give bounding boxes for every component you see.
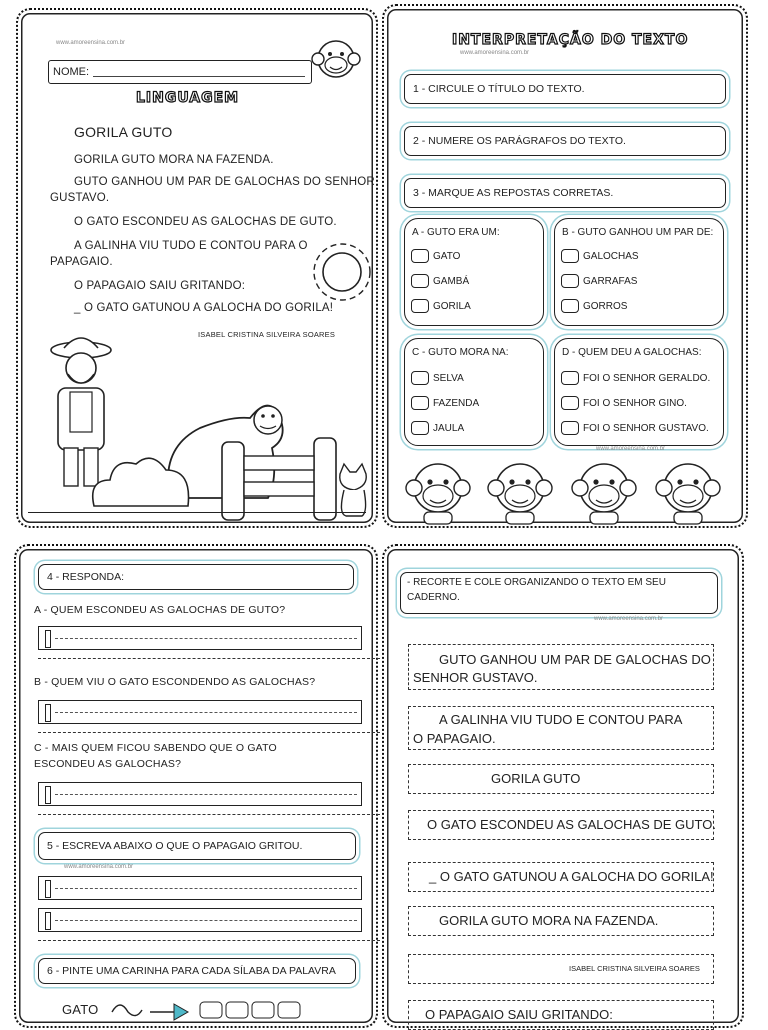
story-line-8: _ O GATO GATUNOU A GALOCHA DO GORILA! bbox=[74, 302, 334, 314]
checkbox[interactable] bbox=[411, 274, 429, 288]
page-heading: LINGUAGEM bbox=[136, 90, 240, 106]
checkbox[interactable] bbox=[411, 371, 429, 385]
name-label: NOME: bbox=[53, 66, 90, 78]
story-line-7: O PAPAGAIO SAIU GRITANDO: bbox=[74, 280, 246, 292]
watermark: www.amoreensina.com.br bbox=[56, 40, 126, 46]
checkbox[interactable] bbox=[411, 396, 429, 410]
option-group-title: A - GUTO ERA UM: bbox=[412, 227, 500, 238]
question-3: 3 - MARQUE AS REPOSTAS CORRETAS. bbox=[404, 178, 726, 208]
cut-strip[interactable]: O GATO ESCONDEU AS GALOCHAS DE GUTO. bbox=[408, 810, 714, 840]
story-line-1: GORILA GUTO MORA NA FAZENDA. bbox=[74, 154, 274, 166]
option-group-d bbox=[554, 338, 724, 446]
checkbox[interactable] bbox=[561, 274, 579, 288]
checkbox[interactable] bbox=[411, 421, 429, 435]
watermark: www.amoreensina.com.br bbox=[64, 864, 134, 870]
cat-illustration bbox=[334, 462, 370, 518]
question-4a: A - QUEM ESCONDEU AS GALOCHAS DE GUTO? bbox=[34, 604, 286, 616]
question-1: 1 - CIRCULE O TÍTULO DO TEXTO. bbox=[404, 74, 726, 104]
question-2: 2 - NUMERE OS PARÁGRAFOS DO TEXTO. bbox=[404, 126, 726, 156]
question-4b: B - QUEM VIU O GATO ESCONDENDO AS GALOCHAS? bbox=[34, 676, 316, 688]
question-4c-line-2: ESCONDEU AS GALOCHAS? bbox=[34, 758, 182, 770]
cut-strip[interactable]: GORILA GUTO bbox=[408, 764, 714, 794]
option-row[interactable]: FOI O SENHOR GINO. bbox=[561, 396, 687, 410]
monkey-face-icon bbox=[310, 36, 362, 82]
panel-story bbox=[16, 8, 378, 528]
panel-interpretation bbox=[382, 4, 748, 528]
monkey-row-illustration bbox=[398, 456, 738, 526]
question-6: 6 - PINTE UMA CARINHA PARA CADA SÍLABA DA PALAVRA bbox=[38, 958, 356, 984]
question-4: 4 - RESPONDA: bbox=[38, 564, 354, 590]
watermark: www.amoreensina.com.br bbox=[594, 616, 664, 622]
option-row[interactable]: GALOCHAS bbox=[561, 249, 639, 263]
answer-line[interactable] bbox=[38, 908, 362, 932]
answer-line[interactable] bbox=[38, 782, 362, 806]
answer-line[interactable] bbox=[38, 876, 362, 900]
checkbox[interactable] bbox=[411, 299, 429, 313]
option-group-title: C - GUTO MORA NA: bbox=[412, 347, 509, 358]
face-icons[interactable] bbox=[198, 1000, 308, 1020]
story-line-3: GUSTAVO. bbox=[50, 192, 110, 204]
sun-icon bbox=[312, 242, 372, 302]
question-5: 5 - ESCREVA ABAIXO O QUE O PAPAGAIO GRITOU. bbox=[38, 832, 356, 860]
option-group-a bbox=[404, 218, 544, 326]
instruction-box bbox=[400, 572, 718, 614]
bush-illustration bbox=[88, 450, 198, 510]
option-group-c bbox=[404, 338, 544, 446]
option-group-title: B - GUTO GANHOU UM PAR DE: bbox=[562, 227, 714, 238]
option-row[interactable]: FOI O SENHOR GUSTAVO. bbox=[561, 421, 709, 435]
checkbox[interactable] bbox=[561, 371, 579, 385]
instruction-line-2: CADERNO. bbox=[407, 592, 460, 603]
cut-strip[interactable]: _ O GATO GATUNOU A GALOCHA DO GORILA! bbox=[408, 862, 714, 892]
option-row[interactable]: GATO bbox=[411, 249, 460, 263]
cat-arrow-icon bbox=[110, 998, 190, 1022]
watermark: www.amoreensina.com.br bbox=[460, 50, 530, 56]
cut-strip[interactable]: O PAPAGAIO SAIU GRITANDO: bbox=[408, 1000, 714, 1030]
answer-line[interactable] bbox=[38, 700, 362, 724]
question-4c-line-1: C - MAIS QUEM FICOU SABENDO QUE O GATO bbox=[34, 742, 277, 754]
instruction-line-1: - RECORTE E COLE ORGANIZANDO O TEXTO EM SEU bbox=[407, 577, 666, 588]
answer-line[interactable] bbox=[38, 626, 362, 650]
story-line-4: O GATO ESCONDEU AS GALOCHAS DE GUTO. bbox=[74, 216, 337, 228]
cut-strip[interactable]: A GALINHA VIU TUDO E CONTOU PARA O PAPAGAIO. bbox=[408, 706, 714, 750]
cut-strip[interactable]: GUTO GANHOU UM PAR DE GALOCHAS DO SENHOR GUSTAVO. bbox=[408, 644, 714, 690]
checkbox[interactable] bbox=[411, 249, 429, 263]
syllable-word: GATO bbox=[62, 1002, 99, 1017]
story-line-2: GUTO GANHOU UM PAR DE GALOCHAS DO SENHOR bbox=[74, 176, 375, 188]
cut-strip[interactable]: GORILA GUTO MORA NA FAZENDA. bbox=[408, 906, 714, 936]
option-row[interactable]: GORILA bbox=[411, 299, 471, 313]
story-line-5: A GALINHA VIU TUDO E CONTOU PARA O bbox=[74, 240, 308, 252]
option-row[interactable]: FOI O SENHOR GERALDO. bbox=[561, 371, 710, 385]
watermark: www.amoreensina.com.br bbox=[596, 446, 666, 452]
story-line-6: PAPAGAIO. bbox=[50, 256, 113, 268]
name-field[interactable] bbox=[48, 60, 312, 84]
checkbox[interactable] bbox=[561, 299, 579, 313]
option-row[interactable]: GAMBÁ bbox=[411, 274, 469, 288]
option-row[interactable]: GORROS bbox=[561, 299, 627, 313]
page-heading: INTERPRETAÇÃO DO TEXTO bbox=[452, 32, 689, 48]
cut-strip[interactable]: ISABEL CRISTINA SILVEIRA SOARES bbox=[408, 954, 714, 984]
panel-questions bbox=[14, 544, 378, 1028]
story-title: GORILA GUTO bbox=[74, 124, 173, 140]
option-row[interactable]: FAZENDA bbox=[411, 396, 479, 410]
option-group-title: D - QUEM DEU A GALOCHAS: bbox=[562, 347, 702, 358]
option-row[interactable]: SELVA bbox=[411, 371, 464, 385]
checkbox[interactable] bbox=[561, 249, 579, 263]
option-row[interactable]: GARRAFAS bbox=[561, 274, 637, 288]
option-row[interactable]: JAULA bbox=[411, 421, 464, 435]
checkbox[interactable] bbox=[561, 421, 579, 435]
story-author: ISABEL CRISTINA SILVEIRA SOARES bbox=[198, 330, 336, 339]
fence-illustration bbox=[218, 434, 348, 524]
checkbox[interactable] bbox=[561, 396, 579, 410]
option-group-b bbox=[554, 218, 724, 326]
panel-cut-and-paste bbox=[382, 544, 744, 1028]
